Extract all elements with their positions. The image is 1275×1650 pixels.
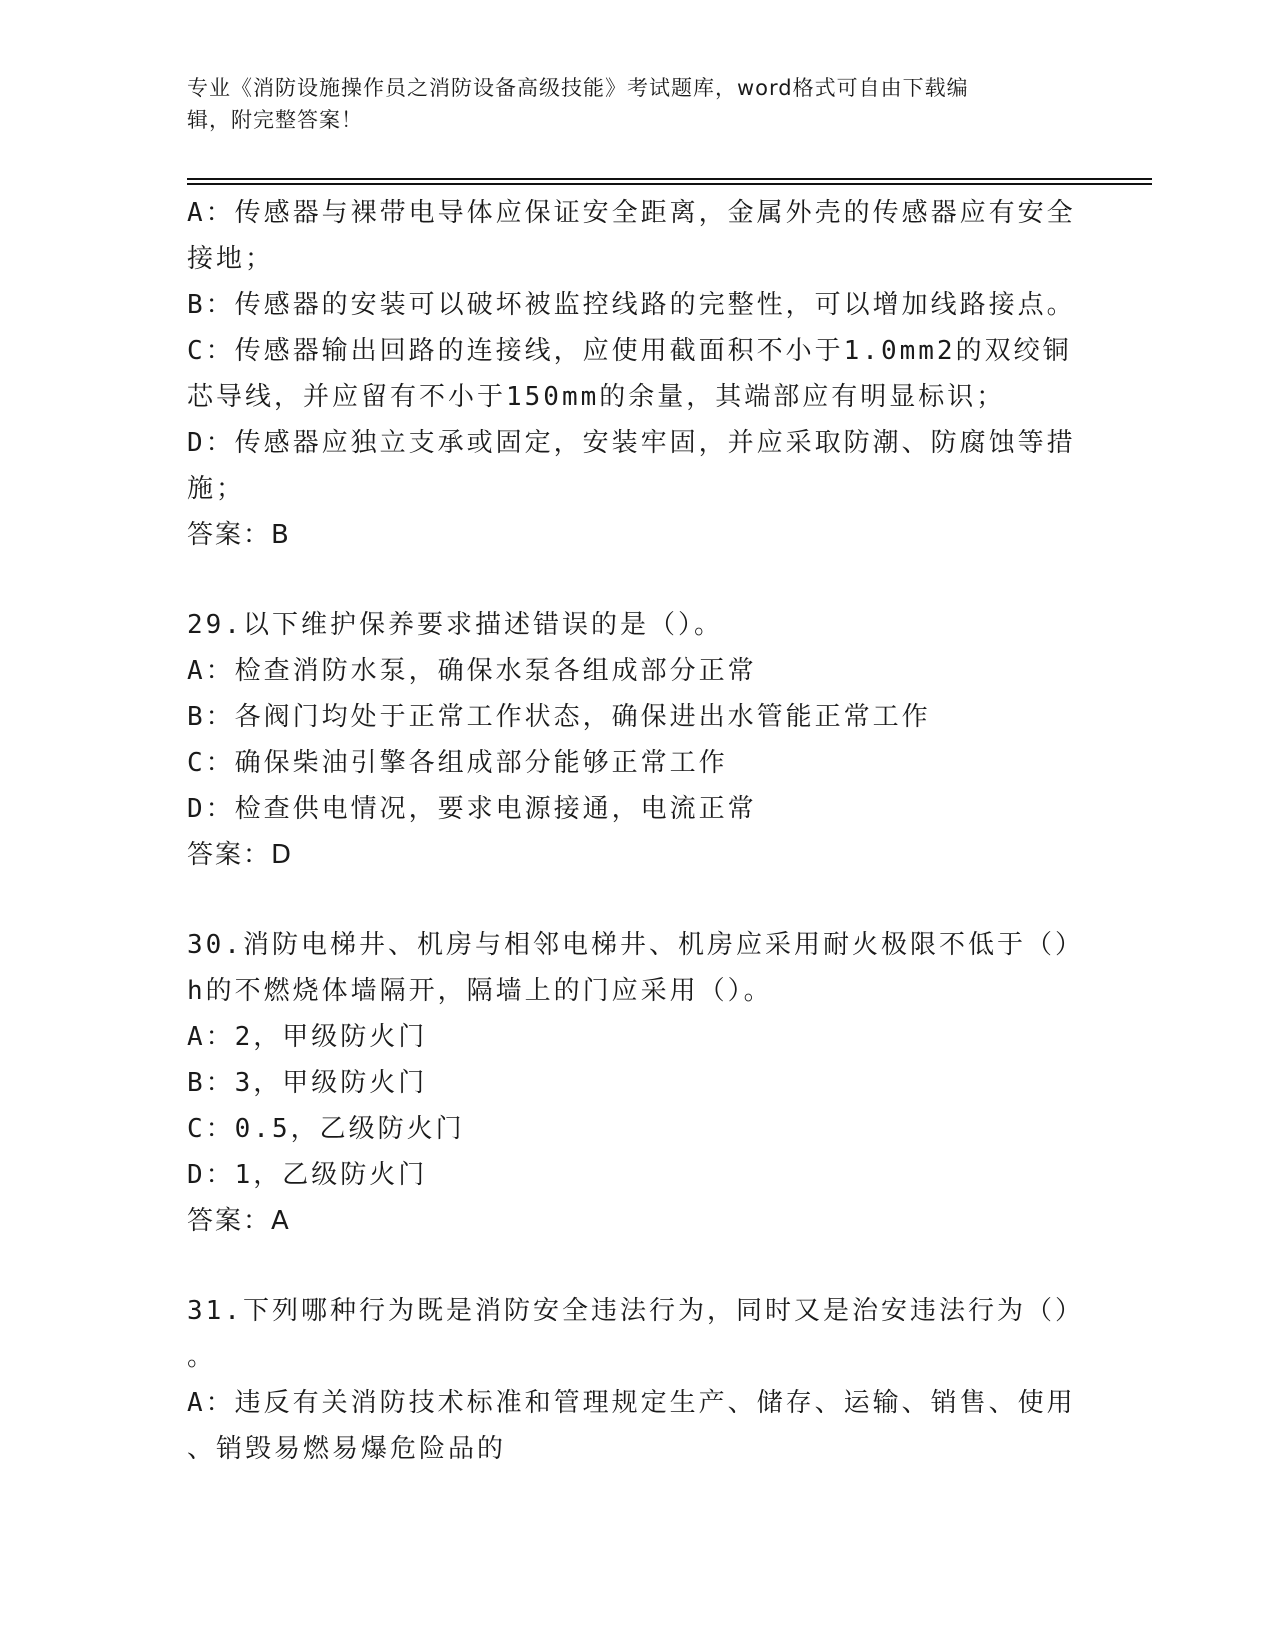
q30-answer: 答案：A [187, 1206, 291, 1236]
q28-option-c-line2: 芯导线，并应留有不小于150mm的余量，其端部应有明显标识； [187, 382, 1006, 412]
header-line-1: 专业《消防设施操作员之消防设备高级技能》考试题库，word格式可自由下载编 [187, 76, 969, 100]
q30-option-b: B：3，甲级防火门 [187, 1068, 428, 1098]
q28-option-c-line1: C：传感器输出回路的连接线，应使用截面积不小于1.0mm2的双绞铜 [187, 336, 1072, 366]
document-header [187, 72, 1087, 136]
q30-question-line1: 30.消防电梯井、机房与相邻电梯井、机房应采用耐火极限不低于（） [187, 930, 1084, 960]
q30-question-line2: h的不燃烧体墙隔开，隔墙上的门应采用（）。 [187, 976, 773, 1006]
q31-option-a-line1: A：违反有关消防技术标准和管理规定生产、储存、运输、销售、使用 [187, 1388, 1076, 1418]
question-29-block [187, 602, 1087, 878]
q29-option-a: A：检查消防水泵，确保水泵各组成部分正常 [187, 656, 757, 686]
q29-question: 29.以下维护保养要求描述错误的是（）。 [187, 610, 723, 640]
question-31-block [187, 1288, 1087, 1472]
q29-answer: 答案：D [187, 840, 294, 870]
header-rule-top [187, 178, 1152, 180]
spacer [187, 1244, 1087, 1288]
q28-option-a-line1: A：传感器与裸带电导体应保证安全距离，金属外壳的传感器应有安全 [187, 198, 1076, 228]
q30-option-c: C：0.5，乙级防火门 [187, 1114, 465, 1144]
header-rule-bottom [187, 183, 1152, 185]
q31-option-a-line2: 、销毁易燃易爆危险品的 [187, 1434, 507, 1464]
q28-option-a-line2: 接地； [187, 244, 275, 274]
q29-option-d: D：检查供电情况，要求电源接通，电流正常 [187, 794, 757, 824]
q28-option-b: B：传感器的安装可以破坏被监控线路的完整性，可以增加线路接点。 [187, 290, 1076, 320]
q29-option-c: C：确保柴油引擎各组成部分能够正常工作 [187, 748, 728, 778]
spacer [187, 878, 1087, 922]
q29-option-b: B：各阀门均处于正常工作状态，确保进出水管能正常工作 [187, 702, 931, 732]
q28-option-d-line2: 施； [187, 474, 246, 504]
q28-answer: 答案：B [187, 520, 291, 550]
q31-question-line2: 。 [187, 1342, 217, 1372]
spacer [187, 558, 1087, 602]
q30-option-d: D：1，乙级防火门 [187, 1160, 428, 1190]
question-30-block [187, 922, 1087, 1244]
question-list [187, 190, 1087, 1472]
question-28-block [187, 190, 1087, 558]
q28-option-d-line1: D：传感器应独立支承或固定，安装牢固，并应采取防潮、防腐蚀等措 [187, 428, 1076, 458]
header-line-2: 辑，附完整答案！ [187, 108, 363, 132]
q30-option-a: A：2，甲级防火门 [187, 1022, 428, 1052]
q31-question-line1: 31.下列哪种行为既是消防安全违法行为，同时又是治安违法行为（） [187, 1296, 1084, 1326]
